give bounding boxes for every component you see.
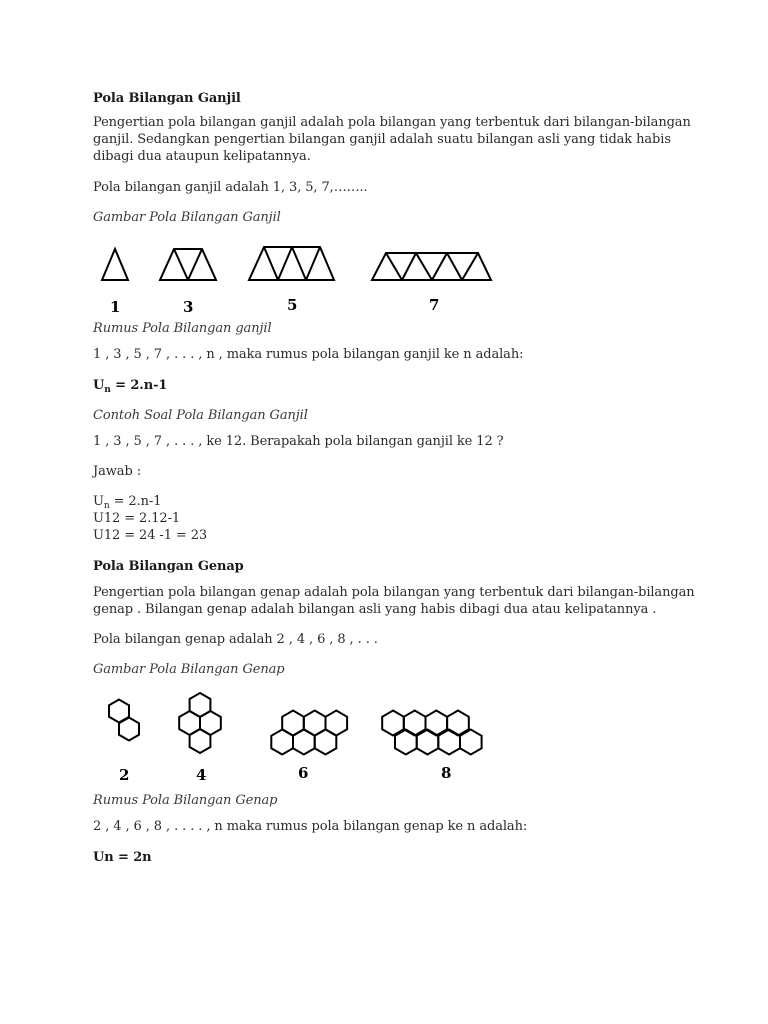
hexagon-8-bottom <box>395 730 417 755</box>
hexagon-6-bottom <box>271 730 293 755</box>
odd-answer-line-3: U12 = 24 -1 = 23 <box>93 528 208 543</box>
hexagon-4-d <box>190 729 211 753</box>
odd-formula <box>93 377 167 399</box>
triangle-group-5-edge <box>264 247 278 280</box>
triangle-1 <box>102 249 128 280</box>
odd-formula-rest: = 2.n-1 <box>110 378 168 393</box>
even-formula: Un = 2n <box>93 850 152 865</box>
odd-answer-rest: = 2.n-1 <box>109 494 162 509</box>
hexagon-6-bottom <box>315 730 337 755</box>
triangle-group-7-edge <box>462 253 478 280</box>
odd-answer-line-2: U12 = 2.12-1 <box>93 511 181 526</box>
odd-figure-label-1: 1 <box>110 298 121 316</box>
even-heading: Pola Bilangan Genap <box>93 559 244 574</box>
triangle-group-5-outline <box>249 247 334 280</box>
odd-figure-label-3: 3 <box>183 298 194 316</box>
odd-formula-sub: n <box>104 385 111 395</box>
odd-figure-caption: Gambar Pola Bilangan Ganjil <box>93 210 281 225</box>
triangle-group-7-edge <box>416 253 432 280</box>
odd-sequence: Pola bilangan ganjil adalah 1, 3, 5, 7,…….. <box>93 180 368 195</box>
triangle-group-7-edge <box>447 253 462 280</box>
even-formula-heading: Rumus Pola Bilangan Genap <box>93 793 278 808</box>
odd-answer-label: Jawab : <box>93 464 141 479</box>
even-figure-label-4: 4 <box>196 766 207 784</box>
odd-triangle-figure <box>0 240 600 310</box>
even-figure-label-6: 6 <box>298 764 309 782</box>
even-figure-label-8: 8 <box>441 764 452 782</box>
triangle-group-5-edge <box>278 247 292 280</box>
odd-heading: Pola Bilangan Ganjil <box>93 91 241 106</box>
even-formula-intro: 2 , 4 , 6 , 8 , . . . . , n maka rumus pola bilangan genap ke n adalah: <box>93 819 528 834</box>
odd-figure-label-5: 5 <box>287 296 298 314</box>
even-figure-label-2: 2 <box>119 766 130 784</box>
triangle-group-7-edge <box>432 253 447 280</box>
hexagon-8-bottom <box>460 730 482 755</box>
odd-definition-line-3: dibagi dua ataupun kelipatannya. <box>93 149 311 164</box>
hexagon-6-bottom <box>293 730 315 755</box>
odd-example-question: 1 , 3 , 5 , 7 , . . . , ke 12. Berapakah pola bilangan ganjil ke 12 ? <box>93 434 504 449</box>
odd-figure-label-7: 7 <box>429 296 440 314</box>
odd-formula-intro: 1 , 3 , 5 , 7 , . . . , n , maka rumus pola bilangan ganjil ke n adalah: <box>93 347 524 362</box>
even-sequence: Pola bilangan genap adalah 2 , 4 , 6 , 8 , . . . <box>93 632 378 647</box>
even-definition-line-2: genap . Bilangan genap adalah bilangan asli yang habis dibagi dua atau kelipatannya . <box>93 602 657 617</box>
hexagon-8-bottom <box>438 730 460 755</box>
even-definition-line-1: Pengertian pola bilangan genap adalah pola bilangan yang terbentuk dari bilangan-bilangan <box>93 585 695 600</box>
triangle-group-5-edge <box>306 247 320 280</box>
odd-answer-sub: n <box>103 501 110 511</box>
triangle-group-3-edge <box>188 249 202 280</box>
odd-definition-line-2: ganjil. Sedangkan pengertian bilangan ganjil adalah suatu bilangan asli yang tidak habis <box>93 132 671 147</box>
triangle-group-7-outline <box>372 253 491 280</box>
odd-formula-heading: Rumus Pola Bilangan ganjil <box>93 321 272 336</box>
triangle-group-3-outline <box>160 249 216 280</box>
odd-answer-prefix: U <box>93 494 104 509</box>
triangle-group-7-edge <box>402 253 416 280</box>
hexagon-8-bottom <box>417 730 439 755</box>
even-figure-caption: Gambar Pola Bilangan Genap <box>93 662 285 677</box>
odd-formula-prefix: U <box>93 378 105 393</box>
hexagon-2-b <box>119 718 139 741</box>
odd-example-heading: Contoh Soal Pola Bilangan Ganjil <box>93 408 308 423</box>
triangle-group-7-edge <box>386 253 402 280</box>
triangle-group-3-edge <box>174 249 188 280</box>
triangle-group-5-edge <box>292 247 306 280</box>
odd-definition-line-1: Pengertian pola bilangan ganjil adalah pola bilangan yang terbentuk dari bilangan-bilangan <box>93 115 691 130</box>
